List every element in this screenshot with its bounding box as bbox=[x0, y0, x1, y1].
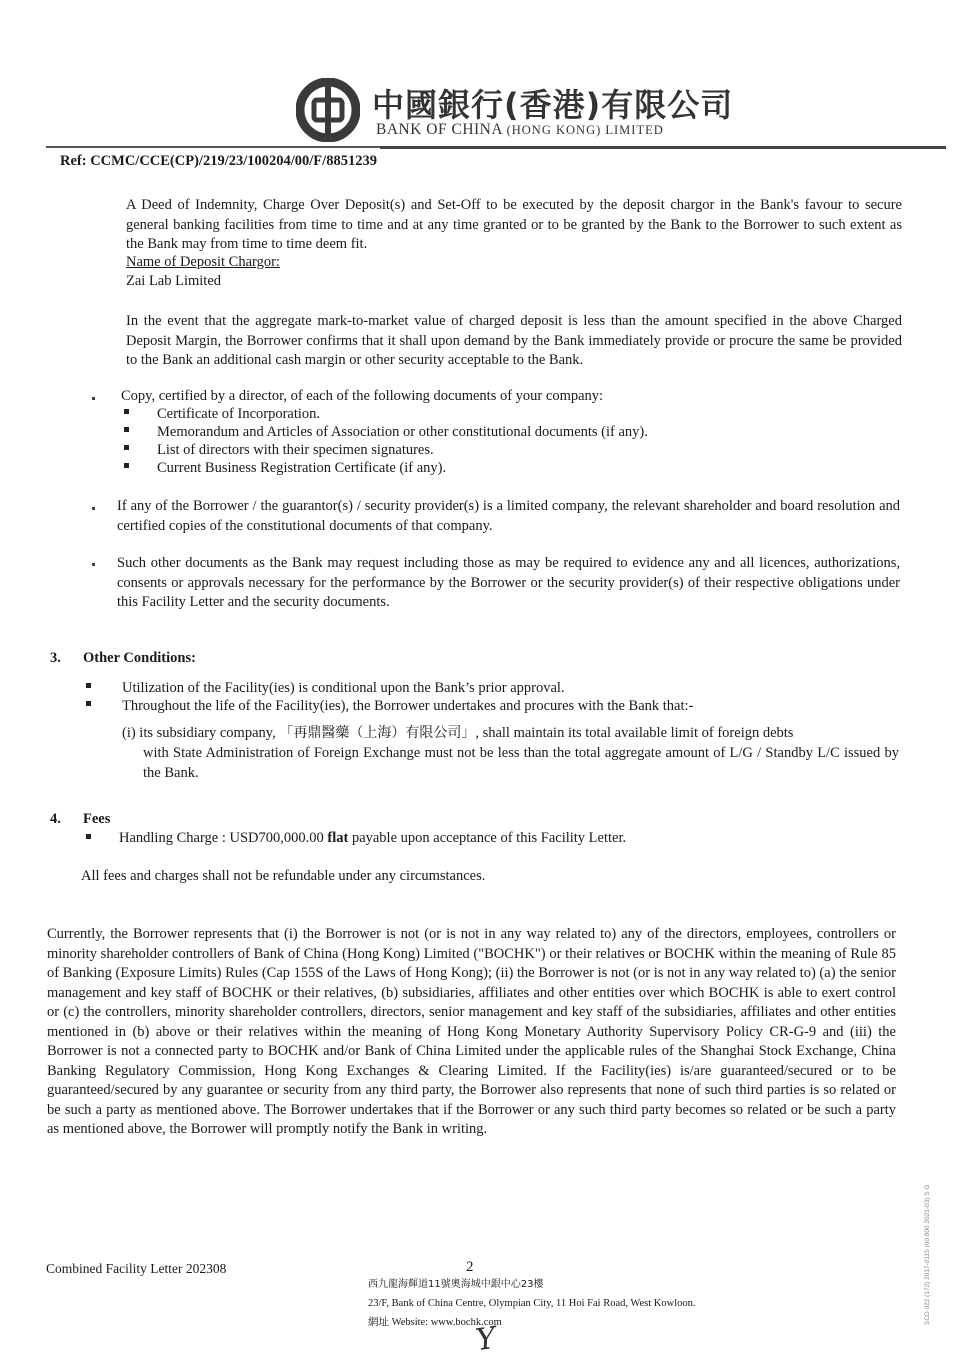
bullet-icon bbox=[92, 563, 95, 566]
footer-website: 網址 Website: www.bochk.com bbox=[368, 1317, 502, 1328]
footer-address-chinese: 西九龍海輝道11號奧海城中銀中心23樓 bbox=[368, 1279, 544, 1290]
margin-paragraph: In the event that the aggregate mark-to-market value of charged deposit is less than the amount specified in the above Charged Deposit Margin, the Borrower confirms that it shall upon demand by the Bank immediately provide or procure the same be provided to the Bank an additional cash margin or other security acceptable to the Bank. bbox=[126, 313, 902, 368]
reference-number: Ref: CCMC/CCE(CP)/219/23/100204/00/F/8851239 bbox=[60, 153, 377, 169]
handling-charge-prefix: Handling Charge : USD700,000.00 bbox=[119, 830, 328, 846]
copy-intro: Copy, certified by a director, of each of the following documents of your company: bbox=[121, 388, 604, 404]
handwritten-initial: Y bbox=[473, 1320, 499, 1359]
section-3-number: 3. bbox=[50, 650, 61, 666]
limited-company-paragraph: If any of the Borrower / the guarantor(s) / security provider(s) is a limited company, the relevant shareholder and board resolution and certified copies of the constitutional documents of that company. bbox=[117, 498, 900, 534]
bank-name-english bbox=[376, 121, 664, 139]
chargor-name: Zai Lab Limited bbox=[126, 273, 222, 289]
bullet-icon bbox=[92, 397, 95, 400]
copy-item: Current Business Registration Certificate (if any). bbox=[157, 460, 447, 476]
footer-address-english: 23/F, Bank of China Centre, Olympian City, 11 Hoi Fai Road, West Kowloon. bbox=[368, 1298, 696, 1309]
chargor-label: Name of Deposit Chargor: bbox=[126, 254, 280, 270]
other-documents-paragraph: Such other documents as the Bank may request including those as may be required to evidence any and all licences, authorizations, consents or approvals necessary for the performance by the Borrower or the security provider(s) of their respective obligations under this Facility Letter and the security documents. bbox=[117, 555, 900, 610]
bank-name-english-main: BANK OF CHINA bbox=[376, 121, 503, 138]
subsidiary-prefix: (i) its subsidiary company, bbox=[122, 725, 276, 741]
side-form-code: SCD 022 (172) 2017-0115 (60.000 2021-03) S G bbox=[924, 1184, 931, 1325]
copy-item: Certificate of Incorporation. bbox=[157, 406, 321, 422]
subsidiary-line bbox=[122, 722, 793, 742]
header-divider-accent bbox=[380, 146, 946, 149]
handling-charge-suffix: payable upon acceptance of this Facility Letter. bbox=[348, 830, 627, 846]
deed-paragraph: A Deed of Indemnity, Charge Over Deposit(s) and Set-Off to be executed by the deposit chargor in the Bank's favour to secure general banking facilities from time to time and at any time granted or to be granted by the Bank to the Borrower to such extent as the Bank may from time to time deem fit. bbox=[126, 197, 902, 252]
bullet-icon bbox=[92, 507, 95, 510]
representation-paragraph: Currently, the Borrower represents that (i) the Borrower is not (or is not in any way related to) any of the directors, employees, controllers or minority shareholder controllers of Bank of China (Hong Kong) Limited ("BOCHK") or their relatives or BOCHK within the meaning of Rule 85 of Banking (Exposure Limits) Rules (Cap 155S of the Laws of Hong Kong); (ii) the Borrower is not (or is not in any way related to) (a) the senior management and key staff of BOCHK or their relatives, (b) subsidiaries, affiliates and other entities over which BOCHK is able to exert control or (c) the controllers, minority shareholder controllers, directors, senior management and key staff of the subsidiaries, affiliates and other entities mentioned in (b) above or their relatives within the meaning of Hong Kong Monetary Authority Supervisory Policy CR-G-9 and (iii) the Borrower is not a connected party to BOCHK and/or Bank of China Limited under the applicable rules of the Shanghai Stock Exchange, China Banking Regulatory Commission, Hong Kong Exchanges & Clearing Limited. If the Facility(ies) is/are guaranteed/secured or to be guaranteed/secured by any guarantee or security from any third party, the Borrower also represents that none of such third parties is so related or be such a party as mentioned above. The Borrower undertakes that if the Borrower or any such third party becomes so related or be such a party as mentioned above, the Borrower will promptly notify the Bank in writing. bbox=[47, 926, 896, 1137]
condition-utilization: Utilization of the Facility(ies) is conditional upon the Bank’s prior approval. bbox=[122, 680, 565, 696]
square-bullet-icon bbox=[124, 409, 129, 414]
square-bullet-icon bbox=[124, 445, 129, 450]
square-bullet-icon bbox=[124, 427, 129, 432]
refund-note: All fees and charges shall not be refundable under any circumstances. bbox=[81, 868, 486, 884]
square-bullet-icon bbox=[86, 701, 91, 706]
bank-name-chinese: 中國銀行(香港)有限公司 bbox=[372, 86, 734, 124]
copy-item: List of directors with their specimen signatures. bbox=[157, 442, 434, 458]
square-bullet-icon bbox=[86, 834, 91, 839]
handling-charge-flat: flat bbox=[327, 830, 349, 846]
footer-document-name: Combined Facility Letter 202308 bbox=[46, 1261, 227, 1276]
condition-undertaking: Throughout the life of the Facility(ies), the Borrower undertakes and procures with the Bank that:- bbox=[122, 698, 694, 714]
copy-item: Memorandum and Articles of Association or other constitutional documents (if any). bbox=[157, 424, 648, 440]
square-bullet-icon bbox=[86, 683, 91, 688]
subsidiary-company-name: 「再鼎醫藥（上海）有限公司」 bbox=[279, 725, 476, 741]
bank-logo-icon bbox=[296, 78, 360, 142]
handling-charge bbox=[119, 830, 626, 847]
subsidiary-line-rest: , shall maintain its total available limit of foreign debts bbox=[475, 725, 794, 741]
section-4-number: 4. bbox=[50, 811, 61, 827]
page-number: 2 bbox=[466, 1259, 474, 1275]
section-3-title: Other Conditions: bbox=[83, 650, 196, 666]
bank-name-english-suffix: (HONG KONG) LIMITED bbox=[506, 123, 664, 137]
subsidiary-condition-rest: with State Administration of Foreign Exchange must not be less than the total aggregate amount of L/G / Standby L/C issued by the Bank. bbox=[143, 745, 899, 781]
square-bullet-icon bbox=[124, 463, 129, 468]
section-4-title: Fees bbox=[83, 811, 111, 827]
